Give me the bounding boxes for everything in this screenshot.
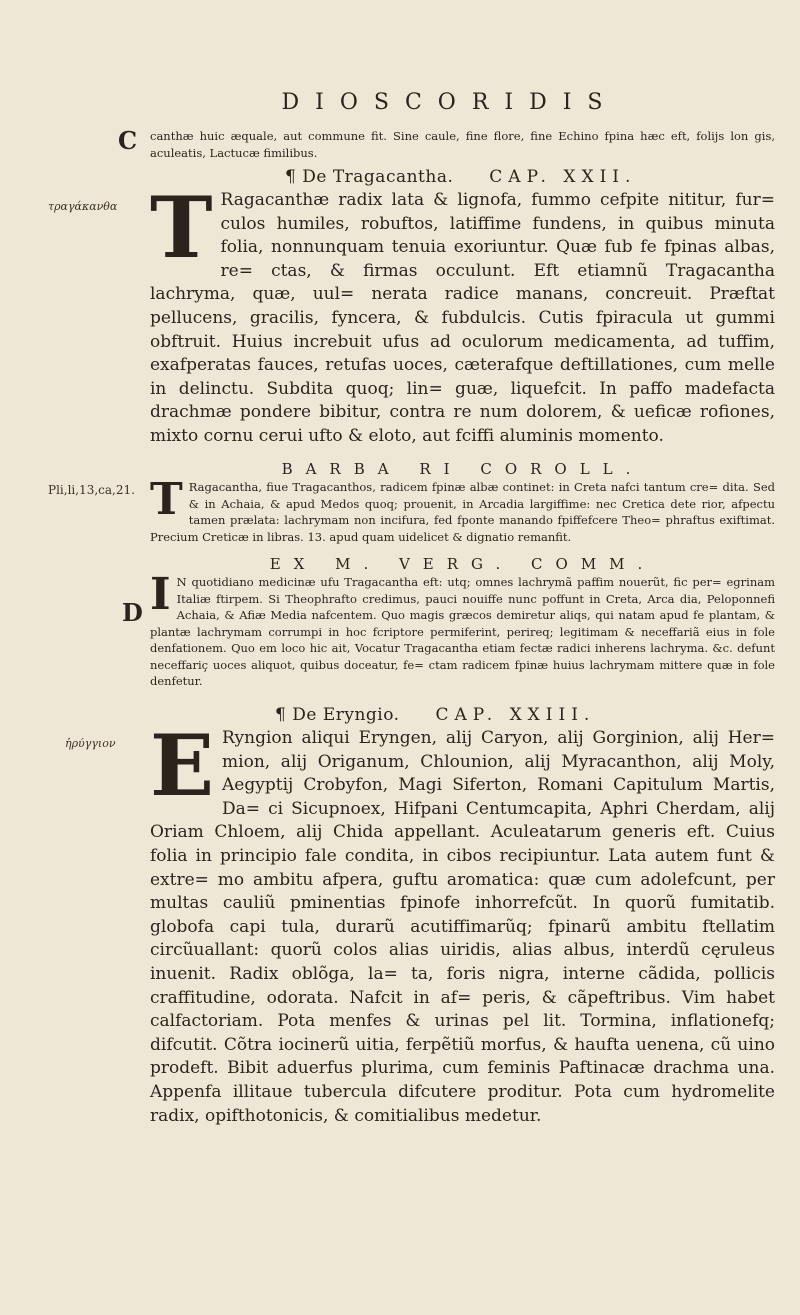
chapter-22-number: CAP. XXII. (489, 167, 637, 187)
margin-pliny-reference: Pli,li,13,ca,21. (48, 483, 135, 497)
margin-greek-eryngion: ἠρύγγιον (65, 737, 116, 750)
drop-cap-t-small: T (150, 474, 183, 525)
intro-text: canthæ huic æquale, aut commune fit. Sine caule, fine flore, fine Echino fpina hæc eft, folijs lon gis, aculeatis, Lactucæ fimilibus. (150, 129, 775, 160)
chapter-23-number: CAP. XXIII. (435, 705, 596, 725)
chapter-22-title: De Tragacantha. (302, 167, 454, 187)
barbaro-heading: BARBA RI COROLL. (281, 460, 644, 478)
vergilius-commentary (150, 555, 775, 690)
margin-letter-c: C (118, 126, 138, 155)
chapter-22-title-line (150, 166, 775, 189)
vergilius-body: I N quotidiano medicinæ ufu Tragacantha eft: utq; omnes lachrymã paffim nouerũt, fic per= egrinam Italiæ ftirpem. Si Theophrafto credimus, pauci nouiffe nunc poffunt in Creta, Arca dia, Peloponnefi Achaia, & Afiæ Media nafcentem. Quo magis græcos demiretur aliqs, qui natam apud fe plantam, & plantæ lachrymam corrumpi in hoc fcriptore permiferint, perireq; legitimam & neceffariã eius in fole denfationem. Quo em loco hic ait, Vocatur Tragacantha etiam fectæ radici inherens lachryma. &c. defunt neceffariç uoces aliquot, quibus doceatur, fe= ctam radicem fpinæ huius lachrymam mittere quæ in fole denfetur. (150, 569, 775, 688)
chapter-23-title: De Eryngio. (292, 705, 400, 725)
vergilius-heading: EX M. VERG. COMM. (269, 555, 656, 573)
paragraph-mark-icon: ¶ (285, 167, 297, 187)
chapter-23-body: E Ryngion aliqui Eryngen, alij Caryon, alij Gorginion, alij Her= mion, alij Origanum, Chlounion, alij Myracanthon, alij Moly, Aegyptij Crobyfon, Magi Siferton, Romani Capitulum Martis, Da= ci Sicupnoex, Hifpani Centumcapita, Aphri Cherdam, alij Oriam Chloem, alij Chida appellant. Aculeatarum generis eft. Cuius folia in principio fale condita, in cibos recipiuntur. Lata autem funt & extre= mo ambitu afpera, guftu aromatica: quæ cum adolefcunt, per multas cauliũ pminentias fpinofe inhorrefcũt. In quorũ fumitatib. globofa capi tula, durarũ acutiffimarũq; fpinarũ ambitu ftellatim circũuallant: quorũ colos alias uiridis, alias albus, interdũ cęruleus inuenit. Radix oblõga, la= ta, foris nigra, interne cãdida, pollicis craffitudine, odorata. Nafcit in af= peris, & cãpeftribus. Vim habet calfactoriam. Pota menfes & urinas pel lit. Tormina, inflationefq; difcutit. Cõtra iocinerũ uitia, ferpẽtiũ morfus, & haufta uenena, cũ uino prodeft. Bibit aduerfus plurima, cum feminis Paftinacæ drachma una. Appenfa illitaue tubercula difcutere proditur. Pota cum hydromelite radix, opifthotonicis, & comitialibus medetur. (150, 716, 775, 1126)
running-head: DIOSCORIDIS (281, 90, 619, 115)
chapter-22 (150, 166, 775, 449)
barbaro-commentary (150, 460, 775, 545)
drop-cap-t: T (150, 178, 213, 277)
margin-letter-d: D (122, 598, 143, 627)
chapter-23 (150, 704, 775, 1128)
drop-cap-e: E (150, 716, 215, 815)
paragraph-mark-icon: ¶ (275, 705, 287, 725)
chapter-23-title-line (150, 704, 775, 727)
barbaro-body: T Ragacantha, fiue Tragacanthos, radicem fpinæ albæ continet: in Creta nafci tantum cre= dita. Sed & in Achaia, & apud Medos quoq; prouenit, in Arcadia largiffime: nec Cretica dete rior, afpectu tamen prælata: lachrymam non incifura, fed fponte manando fpiffefcere Theo= phraftus exiftimat. Precium Creticæ in libras. 13. apud quam uidelicet & dignatio remanfit. (150, 474, 775, 544)
chapter-22-body: T Ragacanthæ radix lata & lignofa, fummo cefpite nititur, fur= culos humiles, robuftos, latiffime fundens, in quibus minuta folia, nonnunquam tenuia exoriuntur. Quæ fub fe fpinas albas, re= ctas, & firmas occulunt. Eft etiamnũ Tragacantha lachryma, quæ, uul= nerata radice manans, concreuit. Præftat pellucens, gracilis, fyncera, & fubdulcis. Cutis fpiracula ut gummi obftruit. Huius increbuit ufus ad oculorum medicamenta, ad tuffim, exafperatas fauces, retufas uoces, cæterafque deftillationes, cum melle in delinctu. Subdita quoq; lin= guæ, liquefcit. In paffo madefacta drachmæ pondere bibitur, contra re num dolorem, & ueficæ rofiones, mixto cornu cerui ufto & eloto, aut fciffi aluminis momento. (150, 178, 775, 446)
margin-greek-tragacantha: τραγάκανθα (48, 200, 118, 213)
drop-cap-i: I (150, 569, 171, 620)
